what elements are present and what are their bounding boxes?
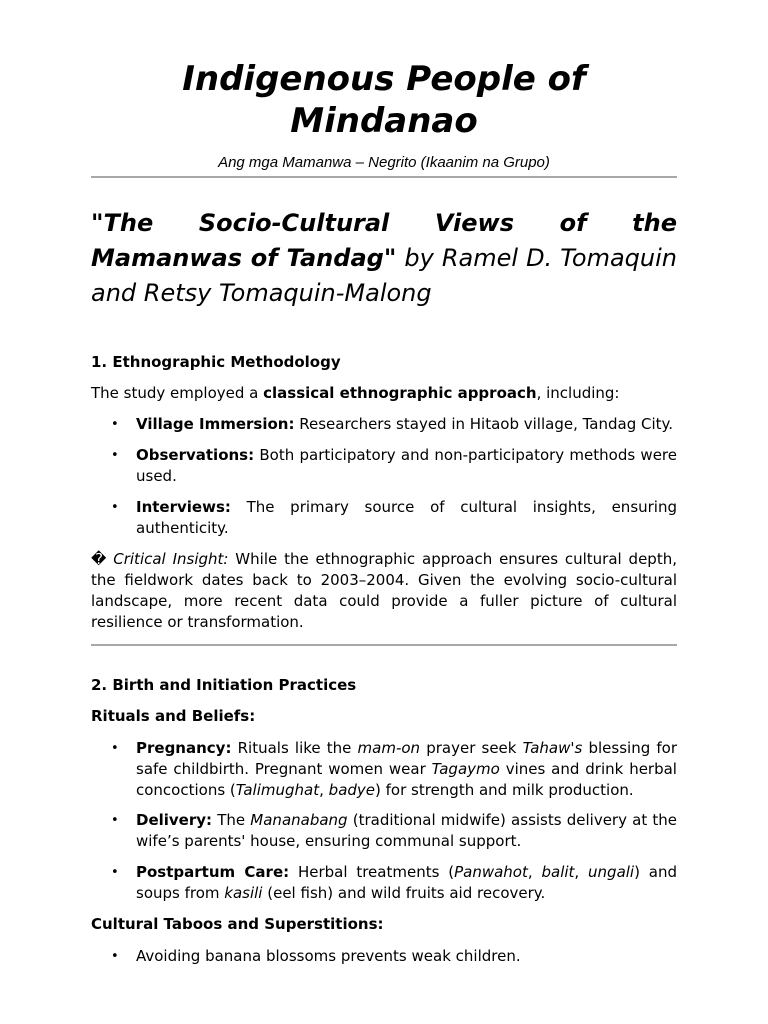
section-heading-methodology: 1. Ethnographic Methodology: [91, 353, 341, 371]
insight-icon: �: [91, 550, 107, 568]
list-item: • Pregnancy: Rituals like the mam-on prayer seek Tahaw's blessing for safe childbirth. Pregnant women wear Tagaymo vines and drink herbal concoctions (Talimughat, badye) for strength and milk production.: [136, 738, 677, 801]
critical-insight: � Critical Insight: While the ethnographic approach ensures cultural depth, the fieldwork dates back to 2003–2004. Given the evolving socio-cultural landscape, more recent data could provide a fuller picture of cultural resilience or transformation.: [91, 550, 677, 631]
article-heading: [91, 206, 677, 311]
article-name: The Socio-Cultural Views of the Mamanwas of Tandag: [91, 209, 677, 272]
list-item: • Avoiding banana blossoms prevents weak children.: [136, 946, 677, 967]
list-item: • Postpartum Care: Herbal treatments (Panwahot, balit, ungali) and soups from kasili (eel fish) and wild fruits aid recovery.: [136, 862, 677, 904]
document-subtitle: Ang mga Mamanwa – Negrito (Ikaanim na Grupo): [218, 154, 550, 171]
document-title: Indigenous People of Mindanao: [182, 59, 586, 141]
list-item: • Delivery: The Mananabang (traditional midwife) assists delivery at the wife’s parents' house, ensuring communal support.: [136, 810, 677, 852]
article-byline: by Ramel D. Tomaquin and Retsy Tomaquin-Malong: [91, 244, 677, 307]
section-heading-birth: 2. Birth and Initiation Practices: [91, 676, 357, 694]
methodology-intro: The study employed a classical ethnographic approach, including:: [91, 384, 620, 402]
subheading-taboos: Cultural Taboos and Superstitions:: [91, 915, 384, 933]
close-quote: ": [383, 244, 397, 272]
list-item: • Village Immersion: Researchers stayed in Hitaob village, Tandag City.: [136, 414, 677, 435]
divider: [91, 644, 677, 646]
open-quote: ": [91, 209, 104, 237]
divider: [91, 176, 677, 178]
list-item: • Observations: Both participatory and non-participatory methods were used.: [136, 445, 677, 487]
subheading-rituals: Rituals and Beliefs:: [91, 707, 256, 725]
list-item: • Interviews: The primary source of cultural insights, ensuring authenticity.: [136, 497, 677, 539]
